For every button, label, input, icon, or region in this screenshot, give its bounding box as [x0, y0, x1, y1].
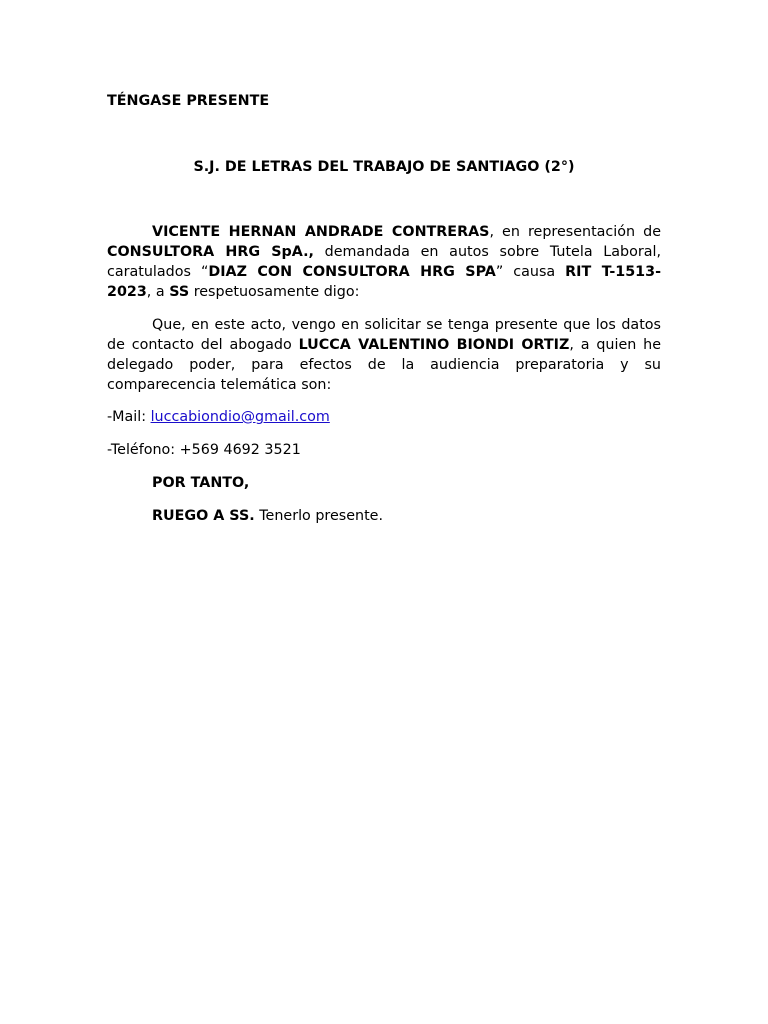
mail-label: -Mail: [107, 409, 151, 425]
lawyer-name: LUCCA VALENTINO BIONDI ORTIZ [298, 337, 570, 353]
ruego-bold: RUEGO A SS. [152, 508, 255, 524]
company-name: CONSULTORA HRG SpA., [107, 244, 314, 260]
case-title: DIAZ CON CONSULTORA HRG SPA [208, 264, 496, 280]
ruego-text: Tenerlo presente. [254, 508, 384, 524]
paragraph1-text-2: demandada en autos sobre Tutela Laboral, caratulados “ [107, 244, 661, 280]
paragraph-request [107, 315, 661, 395]
paragraph1-text-5: respetuosamente digo: [189, 284, 360, 300]
paragraph1-text-4: , a [146, 284, 170, 300]
document-heading: TÉNGASE PRESENTE [107, 93, 270, 109]
paragraph-representation [107, 222, 661, 302]
court-addressee: S.J. DE LETRAS DEL TRABAJO DE SANTIAGO (2°) [193, 159, 575, 175]
ruego-line [107, 506, 661, 526]
phone-line: -Teléfono: +569 4692 3521 [107, 442, 301, 458]
mail-line [107, 407, 661, 427]
paragraph2-text-1: Que, en este acto, vengo en solicitar se tenga presente que los datos de contacto del abogado [107, 317, 661, 353]
paragraph1-text-3: ” causa [495, 264, 566, 280]
case-rit: RIT T-1513-2023 [107, 264, 662, 300]
representative-name: VICENTE HERNAN ANDRADE CONTRERAS [152, 224, 490, 240]
mail-link[interactable]: luccabiondio@gmail.com [150, 409, 330, 425]
por-tanto: POR TANTO, [152, 475, 250, 491]
ss-abbreviation: SS [169, 284, 190, 300]
paragraph2-text-2: , a quien he delegado poder, para efectos de la audiencia preparatoria y su comparecencia telemática son: [107, 337, 661, 393]
paragraph1-text-1: , en representación de [489, 224, 661, 240]
